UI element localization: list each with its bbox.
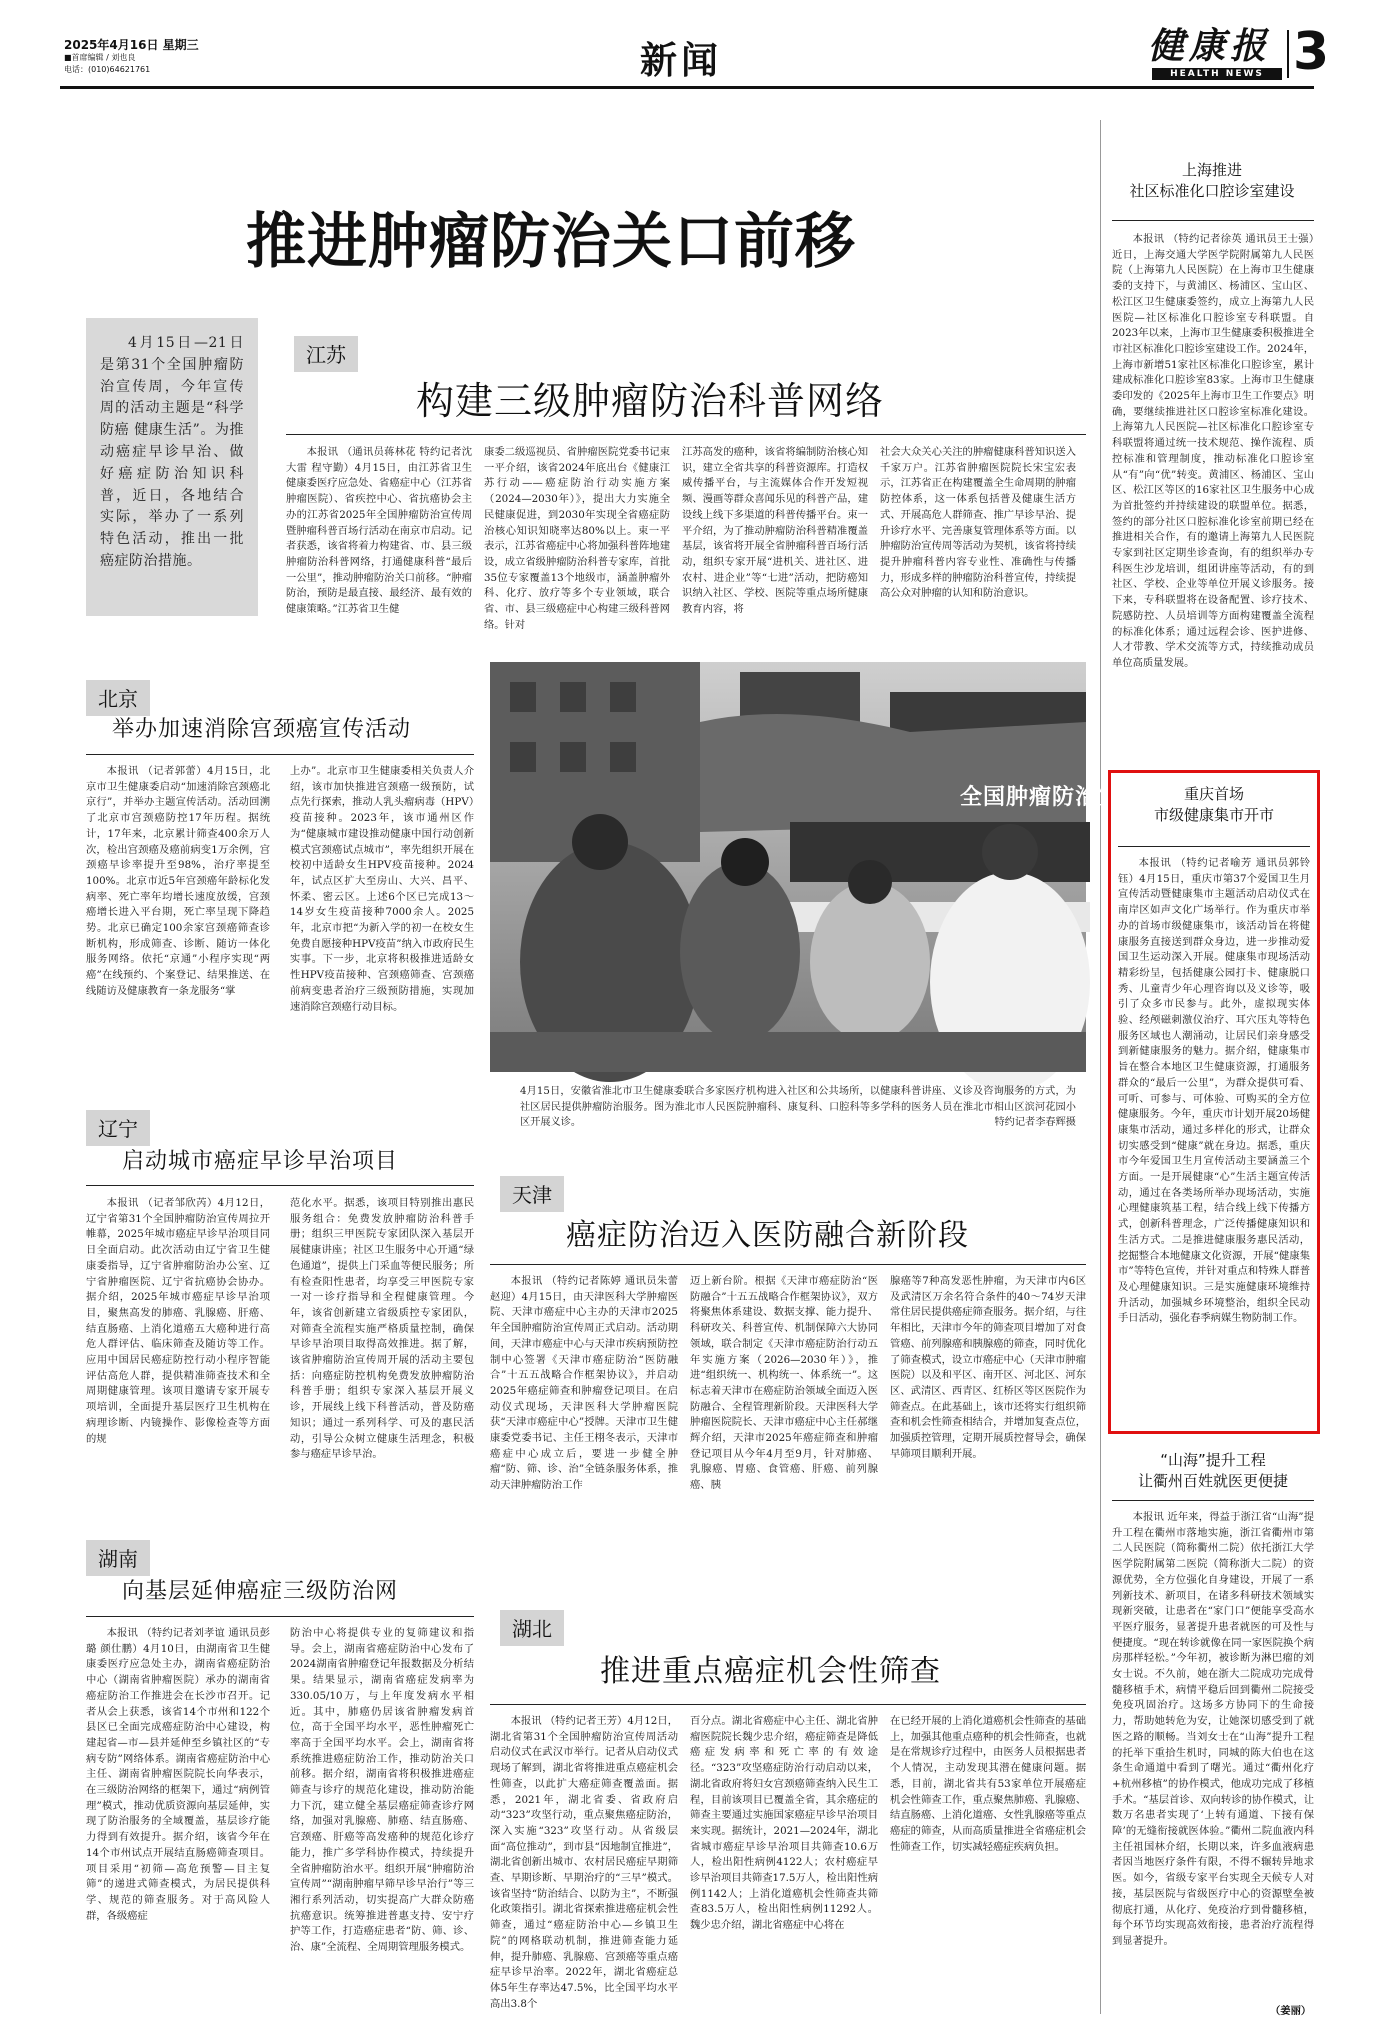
zhejiang-body: 本报讯 近年来，得益于浙江省“山海”提升工程在衢州市落地实施，浙江省衢州市第二人民医院（简称衢州二院）依托浙江大学医学院附属第二医院（简称浙大二院）的资源优势，全方位强化自身建设，开展了一系列新技术、新项目，在诸多科研技术领域实现新突破，让患者在“家门口”便能享受高水平医疗服务，显著提升患者就医的可及性与便捷度。“现在转诊就像在同一家医院换个病房那样轻松。”今年初，被诊断为淋巴瘤的刘女士说。不久前，她在浙大二院成功完成骨髓移植手术，病情平稳后回到衢州二院接受免疫巩固治疗。这场多方协同下的生命接力，帮助她转危为安，让她深切感受到了就医之路的顺畅。当刘女士在“山海”提升工程的托举下重拾生机时，同城的陈大伯也在这条生命通道中看到了曙光。通过“衢州化疗+杭州移植”的协作模式，他成功完成了移植手术。“基层首诊、双向转诊的协作模式，让数万名患者实现了‘上转有通道、下接有保障’的无缝衔接就医体验。”衢州二院血液内科主任祖国林介绍，长期以来，许多血液病患者因当地医疗条件有限，不得不辗转异地求医。如今，省级专家平台实现全天候专人对接，基层医院与省级医疗中心的资源壁垒被彻底打通，从化疗、免疫治疗到骨髓移植，每个环节均实现高效衔接，患者治疗流程得到显著提升。 [1112,1511,1314,1947]
jiangsu-headline: 构建三级肿瘤防治科普网络 [416,379,885,423]
shanghai-title-line-2: 社区标准化口腔诊室建设 [1129,182,1295,200]
chongqing-headline [1112,784,1316,826]
tianjin-col-1: 本报讯 （特约记者陈婷 通讯员朱蕾 赵迎）4月15日，由天津医科大学肿瘤医院、天津市癌症中心主办的天津市2025年全国肿瘤防治宣传周正式启动。活动期间，天津市癌症中心与天津市疾病预防控制中心签署《天津市癌症防治“医防融合”十五五战略合作框架协议》，并启动2025年癌症筛查和肿瘤登记项目。在启动仪式现场，天津医科大学肿瘤医院获“天津市癌症中心”授牌。天津市卫生健康委党委书记、主任王栩冬表示，天津市癌症中心成立后，要进一步健全肿瘤“防、筛、诊、治”全链条服务体系，推动天津肿瘤防治工作 [490,1275,678,1492]
intro-text: 4月15日—21日是第31个全国肿瘤防治宣传周，今年宣传周的活动主题是“科学防癌 健康生活”。为推动癌症早诊早治、做好癌症防治知识科普，近日，各地结合实际，举办了一系列特色活动，推出一批癌症防治措施。 [100,335,244,569]
shanghai-title-line-1: 上海推进 [1181,161,1242,179]
hunan-col-1: 本报讯 （特约记者刘孝谊 通讯员彭璐 颜仕鹏）4月10日，由湖南省卫生健康委医疗应急处主办，湖南省癌症防治中心（湖南省肿瘤医院）承办的湖南省癌症防治工作推进会在长沙市召开。记者从会上获悉，该省14个市州和122个县区已全面完成癌症防治中心建设，构建起省—市—县并延伸至乡镇社区的“专病专防”网络体系。湖南省癌症防治中心主任、湖南省肿瘤医院院长向华表示，在三级防治网络的框架下，通过“病例管理”模式，推动优质资源向基层延伸，实现了防治服务的全域覆盖，基层诊疗能力得到有效提升。据介绍，该省今年在14个市州试点开展结直肠癌筛查项目。项目采用“初筛—高危预警—目主复筛”的递进式筛查模式，为居民提供科学、规范的筛查服务。对于高风险人群，各级癌症 [86,1627,270,1922]
photo-caption-text: 4月15日，安徽省淮北市卫生健康委联合多家医疗机构进入社区和公共场所，以健康科普讲座、义诊及咨询服务的方式，为社区居民提供肿瘤防治服务。图为淮北市人民医院肿瘤科、康复科、口腔科等多学科的医务人员在淮北市相山区滨河花园小区开展义诊。 [520,1086,1076,1128]
beijing-col-1: 本报讯 （记者郭蕾）4月15日，北京市卫生健康委启动“加速消除宫颈癌北京行”，并举办主题宣传活动。活动回溯了北京市宫颈癌防控17年历程。据统计，17年来，北京累计筛查400余万人次，检出宫颈癌及癌前病变1万余例，宫颈癌早诊率提升至98%，治疗率提至100%。北京市近5年宫颈癌年龄标化发病率、死亡率年均增长速度放缓，宫颈癌增长进入平台期，死亡率呈现下降趋势。北京已确定100余家宫颈癌筛查诊断机构，形成筛查、诊断、随访一体化服务网络。依托“京通”小程序实现“两癌”在线预约、个案登记、结果推送、在线随访及健康教育一条龙服务“掌 [86,765,270,997]
liaoning-headline: 启动城市癌症早诊早治项目 [122,1149,399,1174]
main-headline: 推进肿瘤防治关口前移 [246,207,856,277]
hubei-headline: 推进重点癌症机会性筛查 [600,1654,941,1689]
paper-english: HEALTH NEWS [1152,68,1282,80]
liaoning-col-1: 本报讯 （记者邹欣芮）4月12日，辽宁省第31个全国肿瘤防治宣传周拉开帷幕，2025年城市癌症早诊早治项目同日全面启动。此次活动由辽宁省卫生健康委指导，辽宁省肿瘤防治办公室、辽宁省肿瘤医院、辽宁省抗癌协会协办。据介绍，2025年城市癌症早诊早治项目，聚焦高发的肺癌、乳腺癌、肝癌、结直肠癌、上消化道癌五大癌种进行高危人群评估、临床筛查及随访等工作。应用中国居民癌症防控行动小程序智能评估高危人群，提供精准筛查技术和全周期健康管理。该项目邀请专家开展专项培训，全面提升基层医疗卫生机构在病理诊断、内镜操作、影像检查等方面的规 [86,1197,270,1445]
region-tag-beijing: 北京 [86,680,150,716]
photo-caption [520,1084,1076,1131]
region-tag-jiangsu: 江苏 [294,336,358,372]
intro-box [86,318,258,616]
jiangsu-col-2: 康委二级巡视员、省肿瘤医院党委书记束一平介绍，该省2024年底出台《健康江苏行动——癌症防治行动实施方案（2024—2030年）》，提出大力实施全民健康促进，到2030年实现全省癌症防治核心知识知晓率达80%以上。束一平表示，江苏省癌症中心将加强科普阵地建设，成立省级肿瘤防治科普专家库，首批35位专家覆盖13个地级市，涵盖肿瘤外科、化疗、放疗等多个专业领域，联合省、市、县三级癌症中心构建三级科普网络。针对 [484,446,670,631]
hubei-col-3: 在已经开展的上消化道癌机会性筛查的基础上，加强其他重点癌种的机会性筛查，也就是在常规诊疗过程中，由医务人员根据患者个人情况，主动发现其潜在健康问题。据悉，目前，湖北省共有53家单位开展癌症机会性筛查工作，重点聚焦肺癌、乳腺癌、结直肠癌、上消化道癌、女性乳腺癌等重点癌症的筛查，从而高质量推进全省癌症机会性筛查工作，切实减轻癌症疾病负担。 [890,1715,1086,1853]
event-photo [490,662,1122,1072]
editor-line: ■首席编辑 / 刘也良 [64,53,136,62]
tianjin-col-3: 腺癌等7种高发恶性肿瘤，为天津市内6区及武清区万余名符合条件的40～74岁天津常住居民提供癌症筛查服务。据介绍，与往年相比，天津市今年的筛查项目增加了对食管癌、前列腺癌和胰腺癌的筛查，同时优化了筛查模式，设立市癌症中心（天津市肿瘤医院）以及和平区、南开区、河北区、河东区、武清区、西青区、红桥区等区医院作为筛查点。在此基础上，该市还将实行组织筛查和机会性筛查相结合，并增加复查点位，加强质控管理，定期开展质控督导会，确保早筛项目顺利开展。 [890,1275,1086,1460]
chongqing-title-line-2: 市级健康集市开市 [1153,806,1274,824]
zhejiang-headline [1112,1450,1314,1492]
jiangsu-col-1: 本报讯 （通讯员蒋林花 特约记者沈大雷 程守勤）4月15日，由江苏省卫生健康委医疗应急处、省癌症中心（江苏省肿瘤医院）、省疾控中心、省抗癌协会主办的江苏省2025年全国肿瘤防治宣传周暨肿瘤科普百场行活动在南京市启动。记者获悉，该省将着力构建省、市、县三级肿瘤防治科普网络，打通健康科普“最后一公里”，推动肿瘤防治关口前移。“肿瘤防治，预防是最直接、最经济、最有效的健康策略。”江苏省卫生健 [286,446,472,616]
section-title: 新闻 [640,39,722,82]
paper-logo [1148,26,1286,80]
hubei-col-1: 本报讯 （特约记者王芳）4月12日，湖北省第31个全国肿瘤防治宣传周活动启动仪式在武汉市举行。记者从启动仪式现场了解到，湖北省将推进重点癌症机会性筛查，以此扩大癌症筛查覆盖面。据悉，2021年，湖北省委、省政府启动“323”攻坚行动，重点聚焦癌症防治，深入实施“323”攻坚行动。从省级层面“高位推动”，到市县“因地制宜推进”，湖北省创新出城市、农村居民癌症早期筛查、早期诊断、早期治疗的“三早”模式。该省坚持“防治结合、以防为主”，不断强化政策指引。湖北省探索推进癌症机会性筛查，通过“癌症防治中心—乡镇卫生院”的网格联动机制，推进筛查能力延伸，提升肺癌、乳腺癌、宫颈癌等重点癌症早诊早治率。2022年，湖北省癌症总体5年生存率达47.5%，比全国平均水平高出3.8个 [490,1715,678,2010]
liaoning-col-2: 范化水平。据悉，该项目特别推出惠民服务组合：免费发放肿瘤防治科普手册；组织三甲医院专家团队深入基层开展健康讲座；社区卫生服务中心开通“绿色通道”，提供上门采血等便民服务；所有检查阳性患者，均享受三甲医院专家一对一诊疗指导和全程健康管理。今年，该省创新建立省级质控专家团队，对筛查全流程实施严格质量控制，确保早诊早治项目取得高效推进。据了解，该省肿瘤防治宣传周开展的活动主要包括：向癌症防控机构免费发放肿瘤防治科普手册；组织专家深入基层开展义诊，开展线上线下科普活动，普及防癌知识；通过一系列科学、可及的惠民活动，引导公众树立健康生活理念，积极参与癌症早诊早治。 [290,1197,474,1461]
hunan-col-2: 防治中心将提供专业的复筛建议和指导。会上，湖南省癌症防治中心发布了2024湖南省肿瘤登记年报数据及分析结果。结果显示，湖南省癌症发病率为330.05/10万，与上年度发病水平相近。其中，肺癌仍居该省肿瘤发病首位，高于全国平均水平，恶性肿瘤死亡率高于全国平均水平。会上，湖南省将系统推进癌症防治工作，推动防治关口前移。据介绍，湖南省将积极推进癌症筛查与诊疗的规范化建设，推动防治能力下沉，建立健全基层癌症筛查诊疗网络，加强对乳腺癌、肺癌、结直肠癌、宫颈癌、肝癌等高发癌种的规范化诊疗能力，推广多学科协作模式，持续提升全省肿瘤防治水平。组织开展“肿瘤防治宣传周”“湖南肿瘤早筛早诊早治行”等三湘行系列活动，切实提高广大群众防癌抗癌意识。统筹推进普惠支持、安宁疗护等工作，打造癌症患者“防、筛、诊、治、康”全流程、全周期管理服务模式。 [290,1627,474,1954]
zhejiang-title-line-2: 让衢州百姓就医更便捷 [1137,1472,1288,1490]
chongqing-title-line-1: 重庆首场 [1183,785,1244,803]
photo-illustration [490,662,1086,1072]
zhejiang-signature: （姜丽） [1270,2005,1312,2017]
region-tag-tianjin: 天津 [500,1176,564,1212]
jiangsu-col-4: 社会大众关心关注的肿瘤健康科普知识送入千家万户。江苏省肿瘤医院院长宋宝宏表示，江苏省正在构建覆盖全生命周期的肿瘤防控体系，这一体系包括普及健康生活方式、开展高危人群筛查、推广早诊早治、提升诊疗水平、完善康复管理体系等方面。以肿瘤防治宣传周等活动为契机，该省将持续提升肿瘤科普内容专业性、准确性与传播力，形成多样的肿瘤防治科普宣传，持续提高公众对肿瘤的认知和防治意识。 [880,446,1076,600]
beijing-col-2: 上办”。北京市卫生健康委相关负责人介绍，该市加快推进宫颈癌一级预防，试点先行探索，推动人乳头瘤病毒（HPV）疫苗接种。2023年，该市通州区作为“健康城市建设推动健康中国行动创新模式宫颈癌试点城市”，率先组织开展在校初中适龄女生HPV疫苗接种。2024年，试点区扩大至房山、大兴、昌平、怀柔、密云区。上述6个区已完成13～14岁女生疫苗接种7000余人。2025年，北京市把“为新入学的初一在校女生免费自愿接种HPV疫苗”纳入市政府民生实事。下一步，北京将积极推进适龄女性HPV疫苗接种、宫颈癌筛查、宫颈癌前病变患者治疗三级预防措施，实现加速消除宫颈癌行动目标。 [290,765,474,1013]
page-number: 3 [1293,22,1330,82]
hunan-headline: 向基层延伸癌症三级防治网 [122,1579,399,1604]
chongqing-body: 本报讯 （特约记者喻芳 通讯员郭铃钰）4月15日，重庆市第37个爱国卫生月宣传活动暨健康集市主题活动启动仪式在南岸区如声文化广场举行。作为重庆市举办的首场市级健康集市，该活动旨在将健康服务直接送到群众身边，进一步推动爱国卫生运动深入开展。健康集市现场活动精彩纷呈，包括健康公园打卡、健康脱口秀、儿童青少年心理咨询以及义诊等，吸引了众多市民参与。此外，虚拟现实体验、经颅磁刺激仪治疗、耳穴压丸等特色服务区域也人潮涌动，让居民们亲身感受到新健康服务的魅力。据介绍，健康集市旨在整合本地区卫生健康资源，打通服务群众的“最后一公里”，为群众提供可看、可听、可参与、可体验、可购买的全方位健康服务。今年，重庆市计划开展20场健康集市活动，通过多样化的形式，让群众切实感受到“健康”就在身边。据悉，重庆市今年爱国卫生月宣传活动主要涵盖三个方面。一是开展健康“心”生活主题宣传活动，通过在各类场所举办现场活动，实施心理健康筑基工程，结合线上线下传播方式，创新科普理念，广泛传播健康知识和生活方式。二是推进健康服务惠民活动，挖掘整合本地健康文化资源，开展“健康集市”等特色宣传，并针对重点和特殊人群普及心理健康知识。三是实施健康环境维持升活动，加强城乡环境整治，组织全民动手日活动，强化春季病媒生物防制工作。 [1118,857,1310,1325]
region-tag-hunan: 湖南 [86,1540,150,1576]
region-tag-hubei: 湖北 [500,1610,564,1646]
shanghai-body: 本报讯 （特约记者徐英 通讯员王士强）近日，上海交通大学医学院附属第九人民医院（上海第九人民医院）在上海市卫生健康委的支持下，与黄浦区、杨浦区、宝山区、松江区卫生健康委签约，成立上海第九人民医院—社区标准化口腔诊室专科联盟。自2023年以来，上海市卫生健康委积极推进全市社区标准化口腔诊室建设工作。2024年，上海市新增51家社区标准化口腔诊室，累计建成标准化口腔诊室83家。上海市卫生健康委印发的《2025年上海市卫生工作要点》明确，要继续推进社区口腔诊室标准化建设。上海第九人民医院—社区标准化口腔诊室专科联盟将通过统一技术规范、操作流程、质控标准和管理制度，推动标准化口腔诊室从“有”向“优”转变。黄浦区、杨浦区、宝山区、松江区等区的16家社区卫生服务中心成为首批签约并持续建设的联盟单位。据悉，签约的部分社区口腔标准化诊室前期已经在推进相关合作，有的邀请上海第九人民医院专家到社区定期坐诊查询，有的组织举办专科医生沙龙培训，组团讲座等活动，有的到社区、学校、企业等单位开展义诊服务。接下来，专科联盟将在设备配置、诊疗技术、院感防控、人员培训等方面构建覆盖全流程的标准化体系；通过远程会诊、医护进修、人才带教、学术交流等方式，持续推动成员单位高质量发展。 [1112,233,1314,669]
phone-line: 电话：(010)64621761 [64,65,151,74]
photo-credit: 特约记者李春辉摄 [994,1117,1076,1128]
shanghai-headline [1112,160,1312,202]
paper-name: 健康报 [1148,25,1272,67]
hubei-col-2: 百分点。湖北省癌症中心主任、湖北省肿瘤医院院长魏少忠介绍，癌症筛查是降低癌症发病率和死亡率的有效途径。“323”攻坚癌症防治行动启动以来，湖北省政府将妇女宫颈癌筛查纳入民生工程，目前该项目已覆盖全省，其余癌症的筛查主要通过实施国家癌症早诊早治项目来实现。据统计，2021—2024年，湖北省城市癌症早诊早治项目共筛查10.6万人，检出阳性病例4122人；农村癌症早诊早治项目共筛查17.5万人，检出阳性病例1142人；上消化道癌机会性筛查共筛查83.5万人，检出阳性病例11292人。魏少忠介绍，湖北省癌症中心将在 [690,1715,878,1932]
beijing-headline: 举办加速消除宫颈癌宣传活动 [112,717,412,742]
zhejiang-title-line-1: “山海”提升工程 [1160,1451,1266,1469]
photo-banner-text: 全国肿瘤防治宣 [960,785,1122,810]
jiangsu-col-3: 江苏高发的癌种，该省将编制防治核心知识，建立全省共享的科普资源库。打造权威传播平台，与主流媒体合作开发短视频、漫画等群众喜闻乐见的科普产品，建设线上线下多渠道的科普传播平台。束一平介绍，为了推动肿瘤防治科普精准覆盖基层，该省将开展全省肿瘤科普百场行活动，组织专家开展“进机关、进社区、进农村、进企业”等“七进”活动，把防癌知识纳入社区、学校、医院等重点场所健康教育内容，将 [682,446,868,616]
tianjin-headline: 癌症防治迈入医防融合新阶段 [566,1218,969,1253]
region-tag-liaoning: 辽宁 [86,1110,150,1146]
tianjin-col-2: 迈上新台阶。根据《天津市癌症防治“医防融合”十五五战略合作框架协议》，双方将聚焦体系建设、数据支撑、能力提升、科研攻关、科普宣传、机制保障六大协同领域，联合制定《天津市癌症防治行动五年实施方案（2026—2030年）》，推进“组织统一、机构统一、体系统一”。这标志着天津市在癌症防治领域全面迈入医防融合、全程管理新阶段。天津医科大学肿瘤医院院长、天津市癌症中心主任郝继辉介绍，天津市2025年癌症筛查和肿瘤登记项目从今年4月至9月，针对肺癌、乳腺癌、胃癌、食管癌、肝癌、前列腺癌、胰 [690,1275,878,1492]
issue-date: 2025年4月16日 星期三 [64,38,199,52]
